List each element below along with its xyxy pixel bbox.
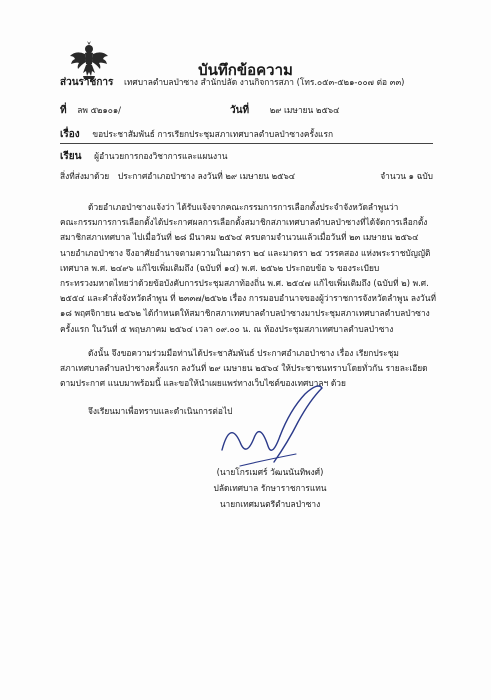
to-label: เรียน [60, 151, 82, 162]
agency-row [60, 76, 404, 89]
paragraph-line: ดังนั้น จึงขอความร่วมมือท่านได้ประชาสัมพันธ์ ประกาศอำเภอป่าซาง เรื่อง เรียกประชุม [88, 348, 399, 358]
paragraph-line: ตามประกาศ แนบมาพร้อมนี้ และขอให้นำเผยแพร่ทางเว็บไซต์ของเทศบาลฯ ด้วย [60, 378, 346, 389]
signatory-position-1: ปลัดเทศบาล รักษาราชการแทน [213, 483, 327, 493]
paragraph-line: เทศบาล พ.ศ. ๒๔๙๖ แก้ไขเพิ่มเติมถึง (ฉบับที่ ๑๔) พ.ศ. ๒๕๖๒ ประกอบข้อ ๖ ของระเบียบ [60, 262, 380, 273]
to-value: ผู้อำนวยการกองวิชาการและแผนงาน [94, 151, 228, 161]
date-value: ๒๙ เมษายน ๒๕๖๔ [269, 105, 340, 115]
paragraph-line: สมาชิกสภาเทศบาล ไปเมื่อวันที่ ๒๘ มีนาคม ๒๕๖๔ ครบตามจำนวนแล้วเมื่อวันที่ ๒๓ เมษายน ๒๕๖๔ [60, 232, 419, 243]
enclosure-value: ประกาศอำเภอป่าซาง ลงวันที่ ๒๙ เมษายน ๒๕๖๔ [117, 171, 296, 181]
memo-title: บันทึกข้อความ [198, 61, 293, 79]
date-row [230, 104, 339, 117]
to-row [60, 150, 228, 163]
ref-value: ลพ ๕๒๑๐๑/ [77, 105, 122, 115]
agency-label: ส่วนราชการ [60, 77, 114, 88]
paragraph-line: กระทรวงมหาดไทยว่าด้วยข้อบังคับการประชุมสภาท้องถิ่น พ.ศ. ๒๕๔๗ แก้ไขเพิ่มเติมถึง (ฉบับที่ ๒) พ.ศ. [60, 278, 429, 289]
paragraph-line: ครั้งแรก ในวันที่ ๕ พฤษภาคม ๒๕๖๔ เวลา ๐๙.๐๐ น. ณ ห้องประชุมสภาเทศบาลตำบลป่าซาง [60, 323, 394, 334]
body-paragraph-1 [60, 200, 435, 337]
date-label: วันที่ [230, 105, 250, 116]
paragraph-line: สภาเทศบาลตำบลป่าซางครั้งแรก ลงวันที่ ๒๙ เมษายน ๒๕๖๔ ให้ประชาชนทราบโดยทั่วกัน รายละเอียด [60, 363, 428, 374]
enclosure-label: สิ่งที่ส่งมาด้วย [60, 171, 110, 181]
signatory-block [160, 464, 380, 512]
ref-row [60, 104, 121, 117]
signatory-position-2: นายกเทศมนตรีตำบลป่าซาง [219, 499, 321, 509]
closing-line: จึงเรียนมาเพื่อทราบและดำเนินการต่อไป [88, 406, 233, 416]
subject-value: ขอประชาสัมพันธ์ การเรียกประชุมสภาเทศบาลตำบลป่าซางครั้งแรก [92, 129, 334, 139]
paragraph-line: ด้วยอำเภอป่าซางแจ้งว่า ได้รับแจ้งจากคณะกรรมการการเลือกตั้งประจำจังหวัดลำพูนว่า [88, 202, 399, 212]
paragraph-line: คณะกรรมการการเลือกตั้งได้ประกาศผลการเลือกตั้งสมาชิกสภาเทศบาลตำบลป่าซางที่ได้จัดการเลือกตั้ง [60, 217, 428, 228]
enclosure-row [60, 170, 433, 182]
header-divider [60, 143, 433, 144]
signatory-name: (นายโกรเมศร์ วัฒนนันทิพงศ์) [216, 467, 324, 477]
subject-label: เรื่อง [60, 129, 80, 140]
agency-value: เทศบาลตำบลป่าซาง สำนักปลัด งานกิจการสภา (โทร.๐๕๓-๕๒๑-๐๐๗ ต่อ ๓๓) [124, 77, 405, 87]
paragraph-line: นายอำเภอป่าซาง จึงอาศัยอำนาจตามความในมาตรา ๒๔ และมาตรา ๒๕ วรรคสอง แห่งพระราชบัญญัติ [60, 247, 431, 258]
enclosure-count: จำนวน ๑ ฉบับ [380, 171, 433, 181]
ref-label: ที่ [60, 105, 67, 116]
subject-row [60, 128, 333, 141]
paragraph-line: ๒๕๕๔ และคำสั่งจังหวัดลำพูน ที่ ๒๓๓๗/๒๕๖๒ เรื่อง การมอบอำนาจของผู้ว่าราชการจังหวัดลำพูน ลงวันที่ [60, 293, 436, 304]
paragraph-line: ๑๘ พฤศจิกายน ๒๕๖๒ ได้กำหนดให้สมาชิกสภาเทศบาลตำบลป่าซางมาประชุมสภาเทศบาลตำบลป่าซาง [60, 308, 430, 319]
